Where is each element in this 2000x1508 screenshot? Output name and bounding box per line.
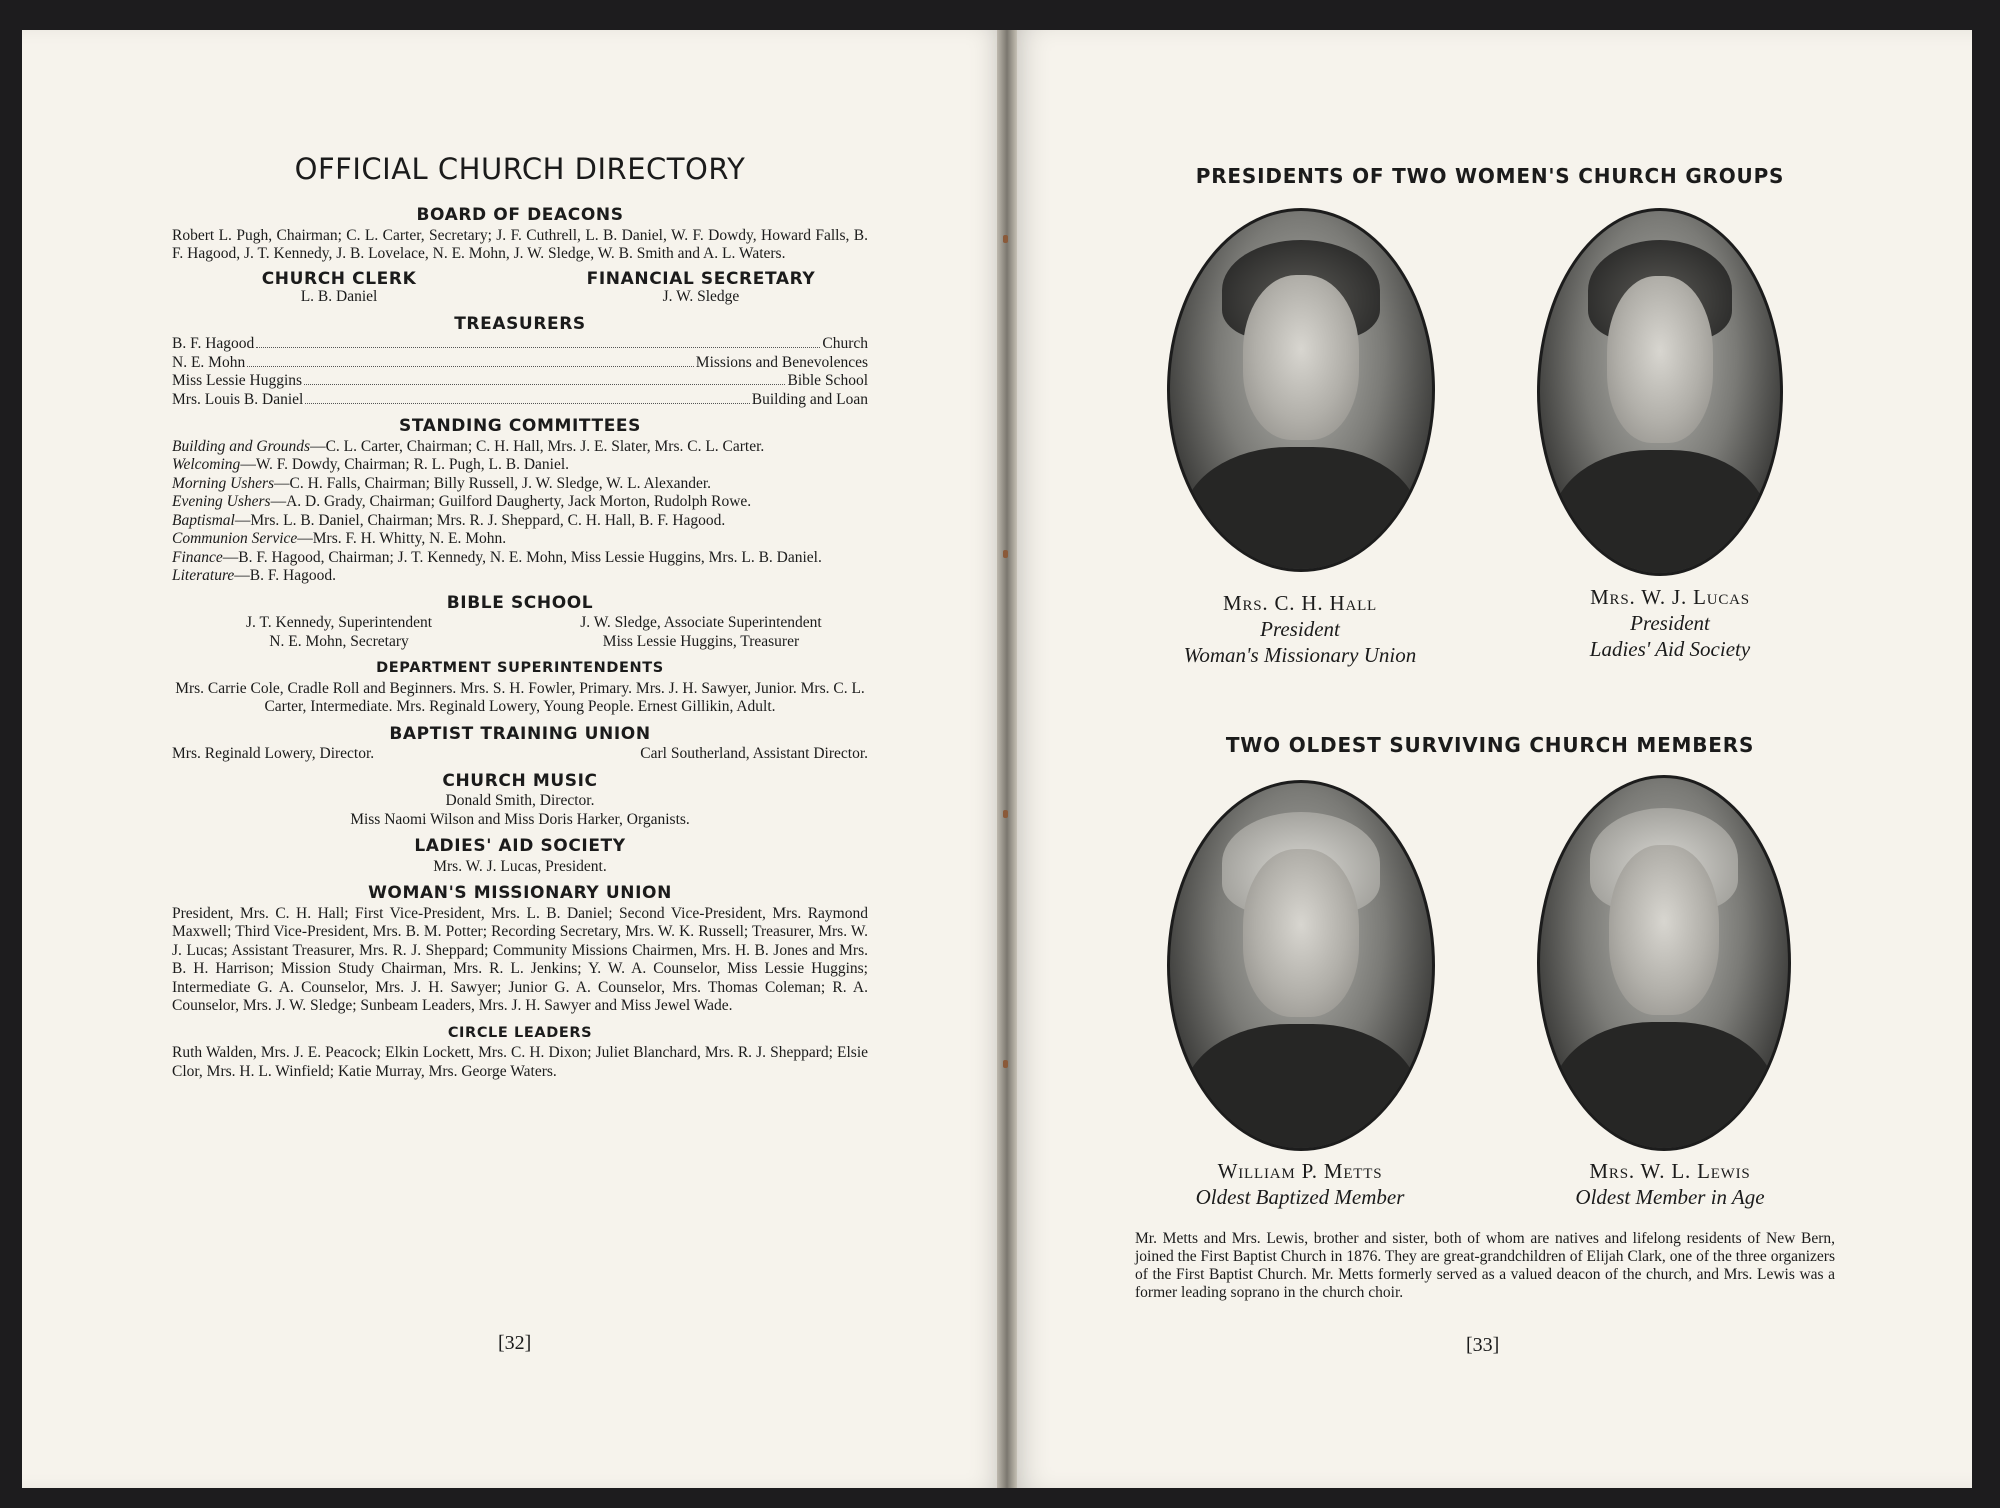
committee-item — [172, 549, 868, 568]
treasurer-name: B. F. Hagood — [172, 335, 255, 352]
treasurers-list — [172, 335, 868, 409]
ladies-aid-president: Mrs. W. J. Lucas, President. — [433, 857, 607, 875]
music-organists: Miss Naomi Wilson and Miss Doris Harker, Organists. — [350, 810, 690, 828]
committee-members: —B. F. Hagood, Chairman; J. T. Kennedy, N. E. Mohn, Miss Lessie Huggins, Mrs. L. B. Daniel. — [222, 548, 822, 566]
person-name: William P. Metts — [1217, 1159, 1383, 1183]
binding-gutter — [997, 30, 1017, 1488]
music-director: Donald Smith, Director. — [445, 792, 595, 809]
section-heading: FINANCIAL SECRETARY — [586, 268, 816, 289]
treasurer-role: Bible School — [787, 372, 868, 389]
committee-label: Evening Ushers — [172, 493, 271, 510]
section-heading: WOMAN'S MISSIONARY UNION — [368, 883, 672, 903]
committee-item — [172, 475, 868, 494]
bible-school-left — [172, 614, 506, 651]
treasurer-role: Church — [822, 335, 868, 352]
section-heading: CHURCH MUSIC — [442, 770, 598, 791]
caption-hall — [1130, 590, 1470, 668]
committee-label: Building and Grounds — [172, 437, 311, 455]
page-number: [32] — [498, 1332, 532, 1354]
person-name: Mrs. W. L. Lewis — [1589, 1159, 1751, 1183]
training-union-officers — [172, 745, 868, 764]
treasurer-role: Building and Loan — [751, 390, 868, 408]
circle-leaders-list: Ruth Walden, Mrs. J. E. Peacock; Elkin Lockett, Mrs. C. H. Dixon; Juliet Blanchard, Mrs. R. J. Sheppard; Elsie Clor, Mrs. H. L. Winfield; Katie Murray, Mrs. George Waters. — [172, 1044, 868, 1080]
officer: Mrs. Reginald Lowery, Director. — [172, 745, 375, 762]
bible-school-officers — [172, 614, 868, 651]
committee-members: —C. H. Falls, Chairman; Billy Russell, J. W. Sledge, W. L. Alexander. — [274, 474, 712, 492]
officer: J. T. Kennedy, Superintendent — [245, 614, 433, 631]
treasurer-name: Mrs. Louis B. Daniel — [172, 390, 304, 408]
superintendents-list: Mrs. Carrie Cole, Cradle Roll and Beginners. Mrs. S. H. Fowler, Primary. Mrs. J. H. Sawyer, Junior. Mrs. C. L. Carter, Intermediate. Mrs. Reginald Lowery, Young People. Ernest Gillikin, Adult. — [175, 679, 865, 715]
person-distinction: Oldest Baptized Member — [1195, 1185, 1405, 1209]
committee-item — [172, 493, 868, 512]
person-title: President — [1630, 611, 1710, 635]
person-organization: Woman's Missionary Union — [1183, 643, 1417, 667]
person-distinction: Oldest Member in Age — [1575, 1185, 1765, 1209]
section-heading: BIBLE SCHOOL — [446, 592, 594, 613]
deacons-list: Robert L. Pugh, Chairman; C. L. Carter, Secretary; J. F. Cuthrell, L. B. Daniel, W. F. Dowdy, Howard Falls, B. F. Hagood, J. T. Kennedy, J. B. Lovelace, N. E. Mohn, J. W. Sledge, W. B. Smith and A. L. Waters. — [172, 226, 868, 262]
officer: Miss Lessie Huggins, Treasurer — [602, 632, 800, 650]
officer: J. W. Sledge, Associate Superintendent — [580, 614, 822, 631]
committee-label: Literature — [172, 567, 235, 584]
treasurer-row — [172, 335, 868, 354]
staple-mark — [1003, 235, 1008, 243]
portrait-lewis — [1537, 775, 1791, 1151]
committee-members: —C. L. Carter, Chairman; C. H. Hall, Mrs. J. E. Slater, Mrs. C. L. Carter. — [310, 437, 765, 455]
section-heading: DEPARTMENT SUPERINTENDENTS — [376, 660, 664, 676]
treasurer-name: Miss Lessie Huggins — [172, 372, 303, 389]
staple-mark — [1003, 810, 1008, 818]
committees-list — [172, 438, 868, 586]
committee-members: —W. F. Dowdy, Chairman; R. L. Pugh, L. B. Daniel. — [240, 456, 570, 473]
committee-item — [172, 512, 868, 531]
section-heading: TWO OLDEST SURVIVING CHURCH MEMBERS — [1225, 733, 1755, 757]
caption-lewis — [1500, 1158, 1840, 1210]
caption-metts — [1130, 1158, 1470, 1210]
committee-members: —Mrs. L. B. Daniel, Chairman; Mrs. R. J. Sheppard, C. H. Hall, B. F. Hagood. — [234, 511, 726, 529]
committee-label: Communion Service — [172, 530, 298, 547]
clerk-secretary-row — [172, 270, 868, 307]
section-heading: TREASURERS — [454, 313, 586, 334]
committee-members: —A. D. Grady, Chairman; Guilford Daugherty, Jack Morton, Rudolph Rowe. — [270, 493, 752, 510]
section-heading: PRESIDENTS OF TWO WOMEN'S CHURCH GROUPS — [1195, 164, 1785, 188]
church-clerk-block — [172, 270, 506, 307]
portrait-lucas — [1537, 208, 1783, 576]
committee-item — [172, 438, 868, 457]
bible-school-right — [534, 614, 868, 651]
section-heading: CIRCLE LEADERS — [447, 1024, 593, 1041]
committee-item — [172, 530, 868, 549]
committee-label: Morning Ushers — [172, 474, 275, 492]
treasurer-row — [172, 391, 868, 410]
committee-item — [172, 567, 868, 586]
committee-label: Finance — [172, 548, 223, 566]
person-organization: Ladies' Aid Society — [1589, 637, 1751, 661]
wmu-officers: President, Mrs. C. H. Hall; First Vice-President, Mrs. L. B. Daniel; Second Vice-President, Mrs. Raymond Maxwell; Third Vice-President, Mrs. B. M. Potter; Recording Secretary, Mrs. W. K. Russell; Treasurer, Mrs. W. J. Lucas; Assistant Treasurer, Mrs. R. J. Sheppard; Community Missions Chairmen, Mrs. H. B. Jones and Mrs. B. H. Harrison; Mission Study Chairman, Mrs. R. L. Jenkins; Y. W. A. Counselor, Miss Lessie Huggins; Intermediate G. A. Counselor, Mrs. J. H. Sawyer; Junior G. A. Counselor, Mrs. Thomas Coleman; R. A. Counselor, Mrs. J. W. Sledge; Sunbeam Leaders, Mrs. J. H. Sawyer and Miss Jewel Wade. — [172, 904, 868, 1014]
section-heading: CHURCH CLERK — [261, 268, 417, 289]
caption-lucas — [1500, 584, 1840, 662]
officer: Carl Southerland, Assistant Director. — [640, 745, 868, 762]
treasurer-name: N. E. Mohn — [172, 353, 246, 371]
page-title: OFFICIAL CHURCH DIRECTORY — [294, 152, 746, 186]
person-title: President — [1260, 617, 1340, 641]
section-heading: LADIES' AID SOCIETY — [414, 836, 626, 856]
directory-column — [172, 198, 868, 1081]
section-heading: STANDING COMMITTEES — [399, 416, 641, 436]
committee-label: Baptismal — [172, 511, 235, 529]
committee-label: Welcoming — [172, 456, 241, 473]
section-heading: BOARD OF DEACONS — [416, 205, 624, 225]
treasurer-role: Missions and Benevolences — [695, 353, 868, 371]
financial-secretary-block — [534, 270, 868, 307]
person-name: Mrs. W. J. Lucas — [1590, 585, 1750, 609]
staple-mark — [1003, 1060, 1008, 1068]
portrait-hall — [1167, 208, 1435, 572]
portrait-metts — [1167, 780, 1435, 1151]
section-heading: BAPTIST TRAINING UNION — [389, 723, 651, 744]
committee-item — [172, 456, 868, 475]
treasurer-row — [172, 354, 868, 373]
committee-members: —B. F. Hagood. — [234, 567, 336, 584]
person-name: Mrs. C. H. Hall — [1222, 591, 1377, 615]
page-number: [33] — [1466, 1334, 1500, 1356]
staple-mark — [1003, 550, 1008, 558]
church-clerk-name: L. B. Daniel — [300, 288, 378, 305]
committee-members: —Mrs. F. H. Whitty, N. E. Mohn. — [297, 530, 507, 547]
financial-secretary-name: J. W. Sledge — [662, 288, 740, 305]
treasurer-row — [172, 372, 868, 391]
biography-paragraph: Mr. Metts and Mrs. Lewis, brother and sister, both of whom are natives and lifelong residents of New Bern, joined the First Baptist Church in 1876. They are great-grandchildren of Elijah Clark, one of the three organizers of the First Baptist Church. Mr. Metts formerly served as a valued deacon of the church, and Mrs. Lewis was a former leading soprano in the church choir. — [1135, 1230, 1835, 1301]
officer: N. E. Mohn, Secretary — [269, 632, 409, 650]
